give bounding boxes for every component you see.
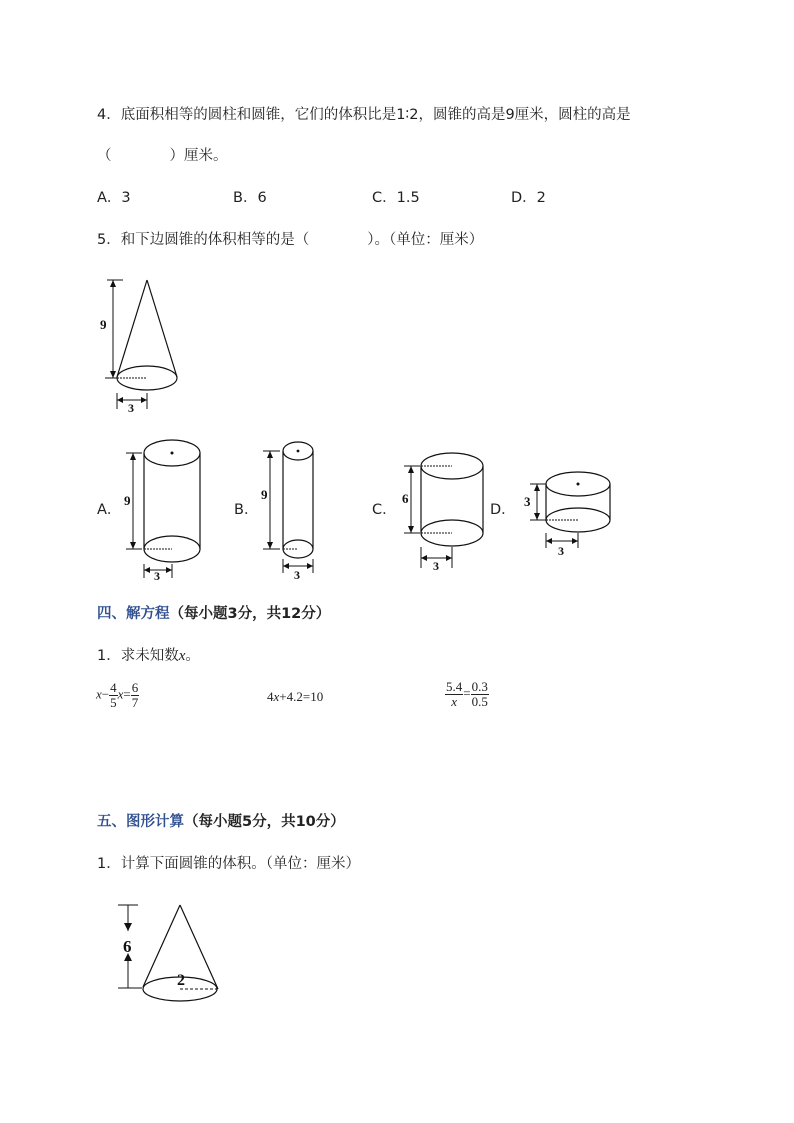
equation-2 — [267, 689, 323, 705]
section-4-q1-end: 。 — [185, 648, 200, 664]
q5-option-c-label: C． — [372, 502, 397, 518]
q4-option-a: A．3 — [97, 190, 131, 206]
eq3-num2: 0.3 — [471, 679, 488, 694]
option-d-height-label: 3 — [524, 494, 531, 509]
option-c-cylinder-figure — [398, 450, 493, 575]
section-5-note: （每小题5分，共10分） — [184, 814, 345, 830]
q5-option-b-label: B． — [234, 502, 259, 518]
eq1-num2: 6 — [131, 680, 139, 695]
eq2-rest: +4.2=10 — [279, 689, 324, 704]
eq3-equals: = — [463, 685, 471, 701]
eq1-minus: − — [101, 686, 110, 702]
q5-option-a-label: A． — [97, 502, 122, 518]
option-c-height-label: 6 — [402, 491, 409, 506]
option-b-height-label: 9 — [261, 487, 268, 502]
eq1-den1: 5 — [110, 695, 117, 710]
eq1-equals: = — [123, 686, 131, 702]
q4-stem: 4．底面积相等的圆柱和圆锥，它们的体积比是1∶2，圆锥的高是9厘米，圆柱的高是 — [97, 107, 631, 123]
eq3-den2: 0.5 — [471, 694, 488, 709]
equation-1 — [96, 681, 139, 710]
section-4-title: 四、解方程 — [97, 606, 170, 622]
section-5-cone-radius-label: 2 — [177, 972, 185, 989]
option-a-height-label: 9 — [124, 493, 131, 508]
section-5-q1: 1．计算下面圆锥的体积。（单位：厘米） — [97, 856, 360, 872]
option-a-radius-label: 3 — [154, 569, 160, 583]
q5-stem: 5．和下边圆锥的体积相等的是（ ）。（单位：厘米） — [97, 232, 484, 248]
eq3-num1: 5.4 — [446, 679, 463, 694]
q5-option-d-label: D． — [490, 502, 516, 518]
section-4-note: （每小题3分，共12分） — [169, 606, 331, 622]
section-4-q1-text: 1．求未知数 — [97, 648, 179, 664]
equation-3 — [445, 680, 489, 709]
eq2-x: x — [273, 689, 280, 704]
eq2-coef: 4 — [267, 689, 274, 704]
q4-option-c: C．1.5 — [372, 190, 420, 206]
q4-answer-blank: （ ）厘米。 — [97, 148, 228, 164]
section-4-q1 — [97, 647, 200, 665]
reference-cone-height-label: 9 — [100, 317, 107, 332]
section-5-heading — [97, 813, 345, 831]
eq3-den1: x — [451, 694, 458, 709]
eq1-fraction-1 — [109, 681, 118, 710]
reference-cone-figure — [95, 275, 185, 415]
eq1-den2: 7 — [131, 695, 139, 710]
eq3-fraction-2 — [471, 680, 489, 709]
q4-option-b: B．6 — [233, 190, 267, 206]
eq3-fraction-1 — [445, 680, 463, 709]
eq1-x2: x — [117, 686, 124, 702]
section-4-heading — [97, 605, 330, 623]
section-4-q1-variable: x — [178, 648, 186, 664]
option-c-radius-label: 3 — [433, 559, 439, 573]
eq1-x: x — [96, 686, 102, 702]
option-b-radius-label: 3 — [294, 568, 300, 582]
option-b-cylinder-figure — [258, 437, 328, 582]
eq1-fraction-2 — [131, 681, 140, 710]
option-d-cylinder-figure — [518, 462, 618, 562]
option-a-cylinder-figure — [122, 437, 207, 582]
q4-option-d: D．2 — [511, 190, 546, 206]
eq1-num1: 4 — [110, 680, 117, 695]
section-5-cone-figure — [112, 897, 232, 1007]
section-5-title: 五、图形计算 — [97, 814, 184, 830]
reference-cone-radius-label: 3 — [128, 401, 134, 415]
option-d-radius-label: 3 — [558, 544, 564, 558]
section-5-cone-height-label: 6 — [123, 937, 132, 956]
